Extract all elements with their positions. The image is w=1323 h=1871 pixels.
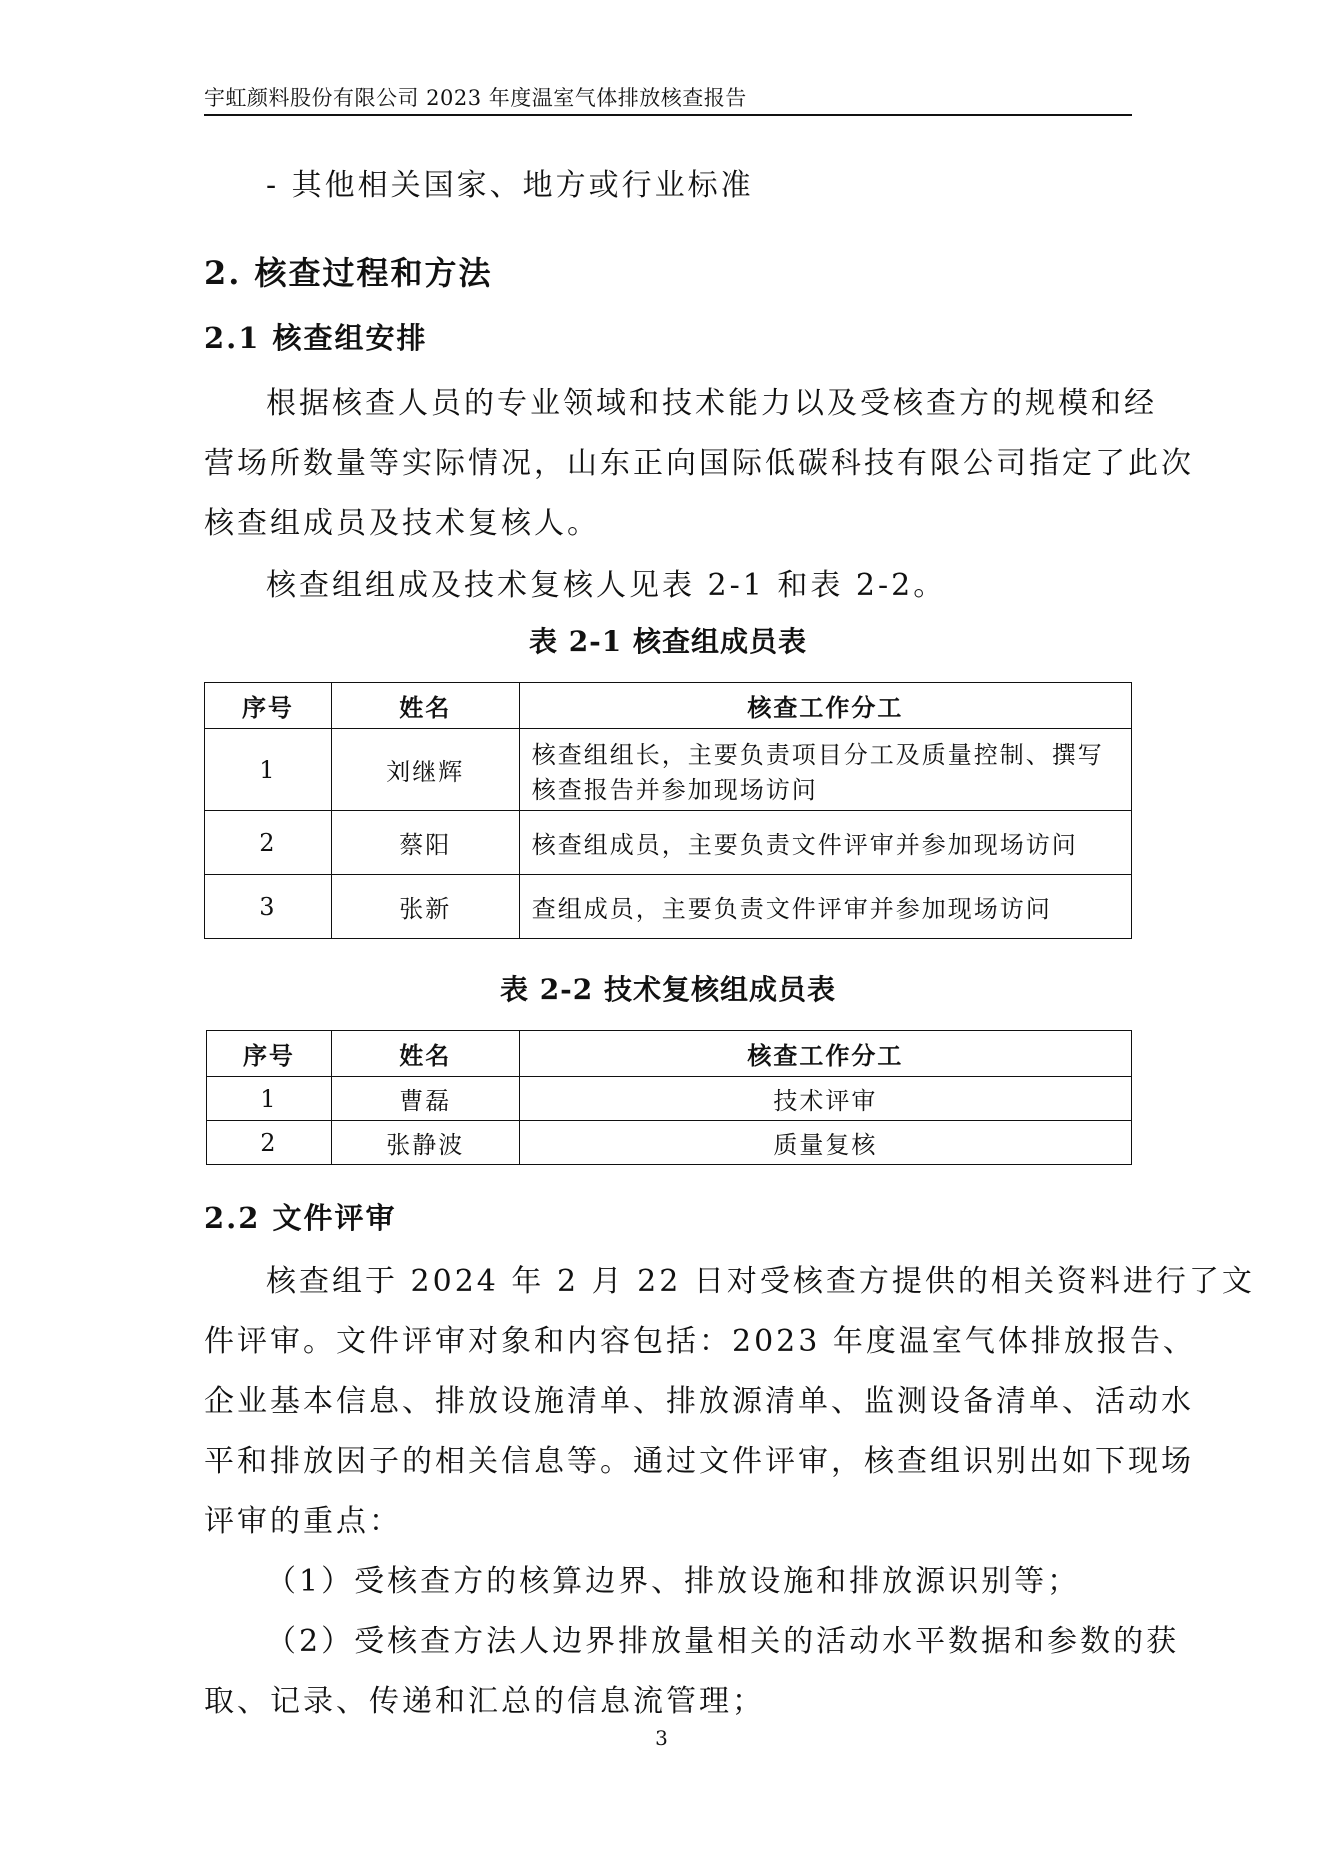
list-item: （2）受核查方法人边界排放量相关的活动水平数据和参数的获	[266, 1624, 1180, 1659]
cell-duty-line: 核查报告并参加现场访问	[531, 775, 818, 804]
section-2-heading: 2. 核查过程和方法	[204, 254, 493, 292]
table-2-1	[204, 682, 1132, 939]
cell-no: 1	[205, 729, 332, 811]
cell-name: 刘继辉	[331, 729, 519, 811]
table-2-1-caption: 表 2-1 核查组成员表	[528, 625, 808, 658]
cell-name: 张静波	[331, 1121, 519, 1165]
header-cell-no: 序号	[205, 683, 332, 729]
table-2-2-caption: 表 2-2 技术复核组成员表	[499, 973, 837, 1006]
header-cell-duty: 核查工作分工	[519, 683, 1131, 729]
cell-name: 张新	[331, 875, 519, 939]
page-number: 3	[655, 1726, 668, 1750]
paragraph-line: 核查组组成及技术复核人见表 2-1 和表 2-2。	[266, 568, 947, 603]
table-row	[205, 811, 1132, 875]
page-header-title: 宇虹颜料股份有限公司 2023 年度温室气体排放核查报告	[204, 86, 747, 110]
list-item: （1）受核查方的核算边界、排放设施和排放源识别等；	[266, 1564, 1081, 1599]
cell-name: 蔡阳	[331, 811, 519, 875]
paragraph-line: 平和排放因子的相关信息等。通过文件评审，核查组识别出如下现场	[204, 1444, 1194, 1479]
cell-duty: 查组成员，主要负责文件评审并参加现场访问	[519, 875, 1131, 939]
table-row	[207, 1121, 1132, 1165]
paragraph-line: 评审的重点：	[204, 1504, 402, 1539]
cell-no: 2	[205, 811, 332, 875]
cell-no: 3	[205, 875, 332, 939]
paragraph-line: 企业基本信息、排放设施清单、排放源清单、监测设备清单、活动水	[204, 1384, 1194, 1419]
section-2-1-heading: 2.1 核查组安排	[204, 321, 428, 355]
paragraph-line: 件评审。文件评审对象和内容包括：2023 年度温室气体排放报告、	[204, 1324, 1196, 1359]
cell-no: 2	[207, 1121, 332, 1165]
table-row	[207, 1077, 1132, 1121]
cell-duty: 核查组成员，主要负责文件评审并参加现场访问	[519, 811, 1131, 875]
cell-duty-line: 核查组组长，主要负责项目分工及质量控制、撰写	[531, 740, 1104, 769]
bullet-line: - 其他相关国家、地方或行业标准	[266, 168, 754, 203]
header-cell-name: 姓名	[331, 683, 519, 729]
list-item-continuation: 取、记录、传递和汇总的信息流管理；	[204, 1684, 765, 1719]
table-2-2	[206, 1030, 1132, 1165]
paragraph-line: 核查组成员及技术复核人。	[204, 506, 600, 541]
table-header-row	[205, 683, 1132, 729]
cell-duty: 质量复核	[519, 1121, 1131, 1165]
table-row	[205, 729, 1132, 811]
cell-no: 1	[207, 1077, 332, 1121]
header-divider	[204, 114, 1132, 116]
header-cell-duty: 核查工作分工	[519, 1031, 1131, 1077]
cell-name: 曹磊	[331, 1077, 519, 1121]
cell-duty	[519, 729, 1131, 811]
paragraph-line: 核查组于 2024 年 2 月 22 日对受核查方提供的相关资料进行了文	[266, 1264, 1255, 1299]
header-cell-name: 姓名	[331, 1031, 519, 1077]
section-2-2-heading: 2.2 文件评审	[204, 1201, 397, 1235]
paragraph-line: 根据核查人员的专业领域和技术能力以及受核查方的规模和经	[266, 386, 1157, 421]
cell-duty: 技术评审	[519, 1077, 1131, 1121]
table-row	[205, 875, 1132, 939]
header-cell-no: 序号	[207, 1031, 332, 1077]
table-header-row	[207, 1031, 1132, 1077]
paragraph-line: 营场所数量等实际情况，山东正向国际低碳科技有限公司指定了此次	[204, 446, 1194, 481]
